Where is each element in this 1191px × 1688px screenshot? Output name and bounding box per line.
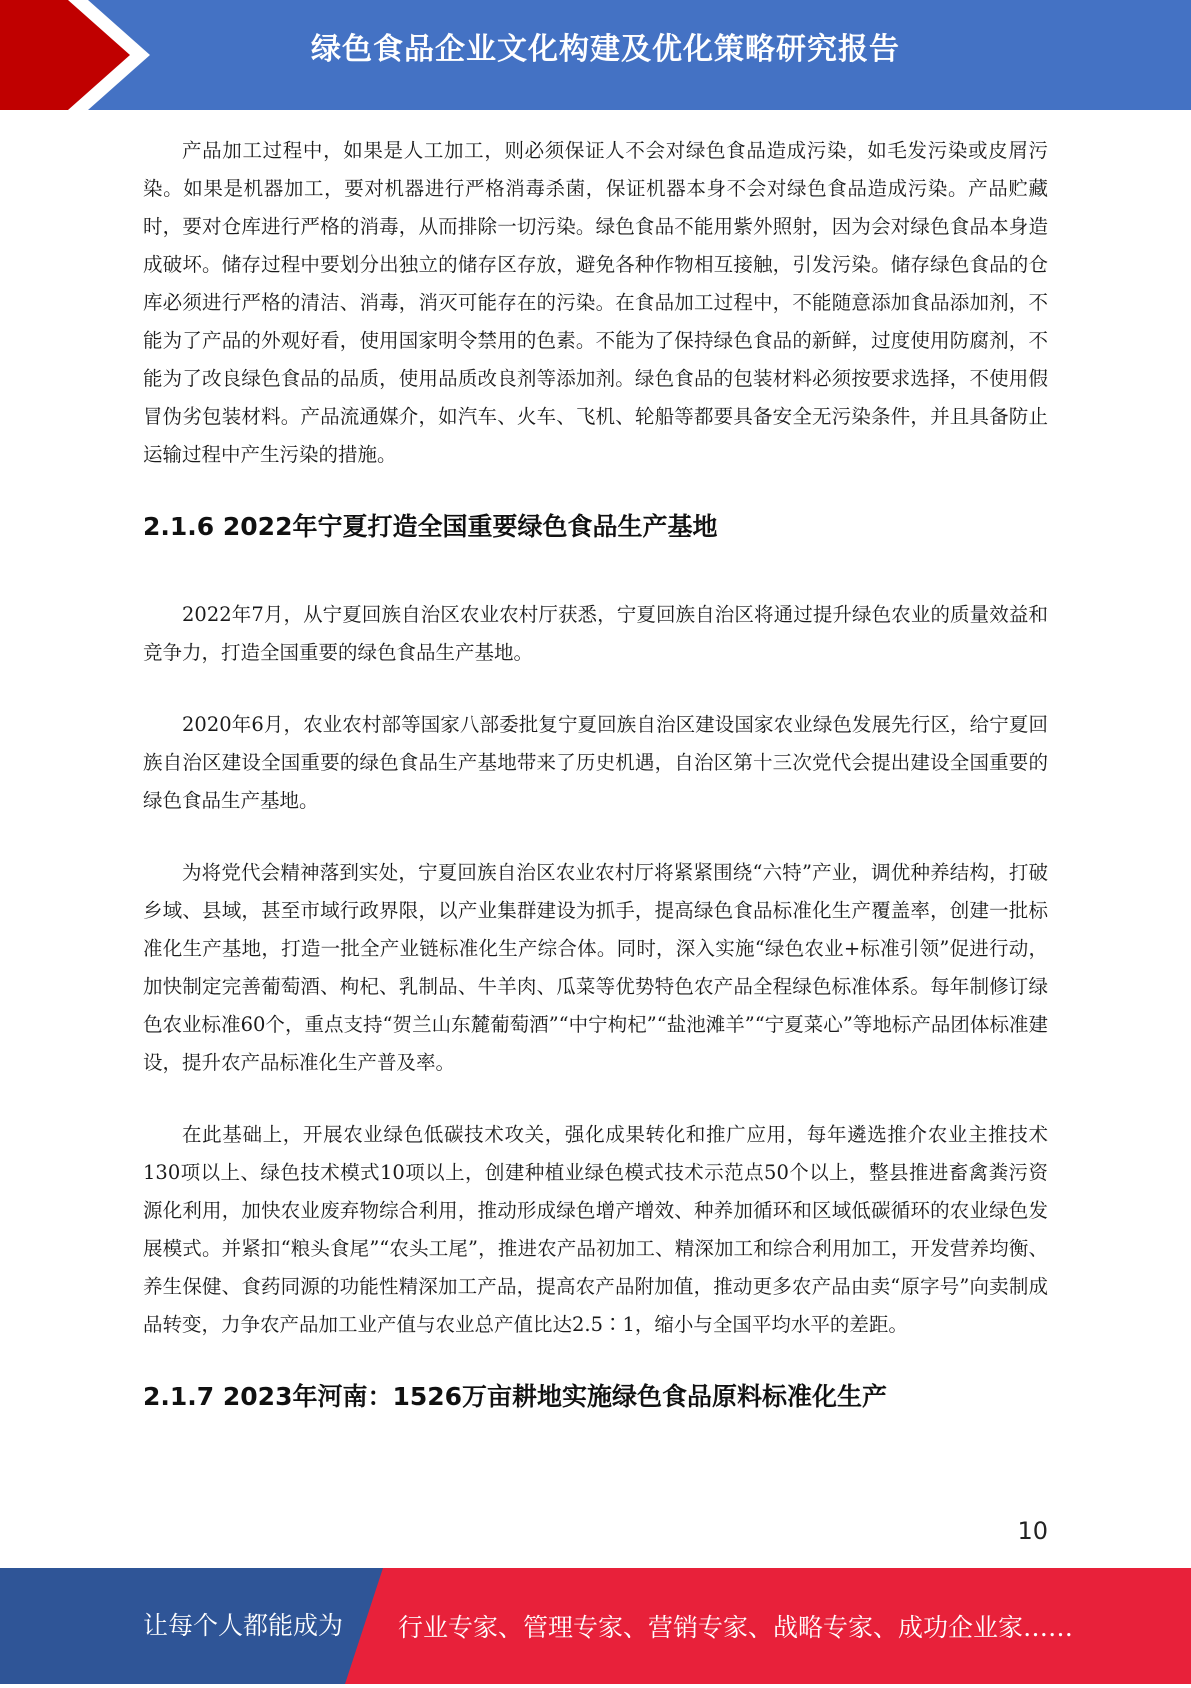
section-heading-2-1-6: 2.1.6 2022年宁夏打造全国重要绿色食品生产基地 — [143, 512, 718, 541]
paragraph-ningxia-2: 2020年6月，农业农村部等国家八部委批复宁夏回族自治区建设国家农业绿色发展先行区，给宁夏回族自治区建设全国重要的绿色食品生产基地带来了历史机遇，自治区第十三次党代会提出建设全国重要的绿色食品生产基地。 — [143, 713, 1048, 812]
page-footer — [0, 1568, 1191, 1684]
footer-slogan-right: 行业专家、管理专家、营销专家、战略专家、成功企业家…… — [398, 1613, 1074, 1642]
paragraph-ningxia-1: 2022年7月，从宁夏回族自治区农业农村厅获悉，宁夏回族自治区将通过提升绿色农业的质量效益和竞争力，打造全国重要的绿色食品生产基地。 — [143, 603, 1048, 664]
page-number: 10 — [1017, 1517, 1048, 1545]
page-header — [0, 0, 1191, 110]
footer-slogan-left: 让每个人都能成为 — [143, 1611, 344, 1640]
paragraph-ningxia-3: 为将党代会精神落到实处，宁夏回族自治区农业农村厅将紧紧围绕“六特”产业，调优种养结构，打破乡域、县域，甚至市域行政界限，以产业集群建设为抓手，提高绿色食品标准化生产覆盖率，创建一批标准化生产基地，打造一批全产业链标准化生产综合体。同时，深入实施“绿色农业+标准引领”促进行动，加快制定完善葡萄酒、枸杞、乳制品、牛羊肉、瓜菜等优势特色农产品全程绿色标准体系。每年制修订绿色农业标准60个，重点支持“贺兰山东麓葡萄酒”“中宁枸杞”“盐池滩羊”“宁夏菜心”等地标产品团体标准建设，提升农产品标准化生产普及率。 — [143, 861, 1048, 1074]
intro-paragraph: 产品加工过程中，如果是人工加工，则必须保证人不会对绿色食品造成污染，如毛发污染或皮屑污染。如果是机器加工，要对机器进行严格消毒杀菌，保证机器本身不会对绿色食品造成污染。产品贮藏时，要对仓库进行严格的消毒，从而排除一切污染。绿色食品不能用紫外照射，因为会对绿色食品本身造成破坏。储存过程中要划分出独立的储存区存放，避免各种作物相互接触，引发污染。储存绿色食品的仓库必须进行严格的清洁、消毒，消灭可能存在的污染。在食品加工过程中，不能随意添加食品添加剂，不能为了产品的外观好看，使用国家明令禁用的色素。不能为了保持绿色食品的新鲜，过度使用防腐剂，不能为了改良绿色食品的品质，使用品质改良剂等添加剂。绿色食品的包装材料必须按要求选择，不使用假冒伪劣包装材料。产品流通媒介，如汽车、火车、飞机、轮船等都要具备安全无污染条件，并且具备防止运输过程中产生污染的措施。 — [143, 139, 1048, 466]
paragraph-ningxia-4: 在此基础上，开展农业绿色低碳技术攻关，强化成果转化和推广应用，每年遴选推介农业主推技术130项以上、绿色技术模式10项以上，创建种植业绿色模式技术示范点50个以上，整县推进畜禽粪污资源化利用，加快农业废弃物综合利用，推动形成绿色增产增效、种养加循环和区域低碳循环的农业绿色发展模式。并紧扣“粮头食尾”“农头工尾”，推进农产品初加工、精深加工和综合利用加工，开发营养均衡、养生保健、食药同源的功能性精深加工产品，提高农产品附加值，推动更多农产品由卖“原字号”向卖制成品转变，力争农产品加工业产值与农业总产值比达2.5∶1，缩小与全国平均水平的差距。 — [143, 1123, 1048, 1336]
page-content — [143, 132, 1048, 1414]
document-title: 绿色食品企业文化构建及优化策略研究报告 — [311, 32, 900, 67]
section-heading-2-1-7: 2.1.7 2023年河南：1526万亩耕地实施绿色食品原料标准化生产 — [143, 1382, 888, 1411]
